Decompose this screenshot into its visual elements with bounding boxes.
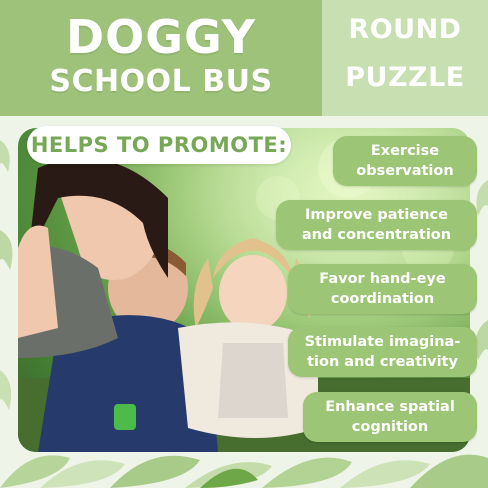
promote-heading: HELPS TO PROMOTE: [27,126,291,164]
leaves-decoration [0,440,488,488]
benefit-label: Stimulate imagina- tion and creativity [304,334,461,370]
benefit-label: Favor hand-eye coordination [319,271,446,307]
benefit-label: Enhance spatial cognition [325,399,455,435]
benefit-pill-patience [276,200,477,250]
benefit-pill-observation [333,136,477,186]
benefit-pill-spatial [303,392,477,442]
product-type-line1: ROUND [348,14,462,45]
benefit-pill-coordination [288,264,477,314]
product-title-line2: SCHOOL BUS [49,64,273,99]
product-title-line1: DOGGY [65,10,257,64]
benefit-label: Improve patience and concentration [301,207,452,243]
product-type-line2: PUZZLE [345,62,465,93]
benefit-label: Exercise observation [356,143,454,179]
benefit-pill-imagination [288,327,477,377]
